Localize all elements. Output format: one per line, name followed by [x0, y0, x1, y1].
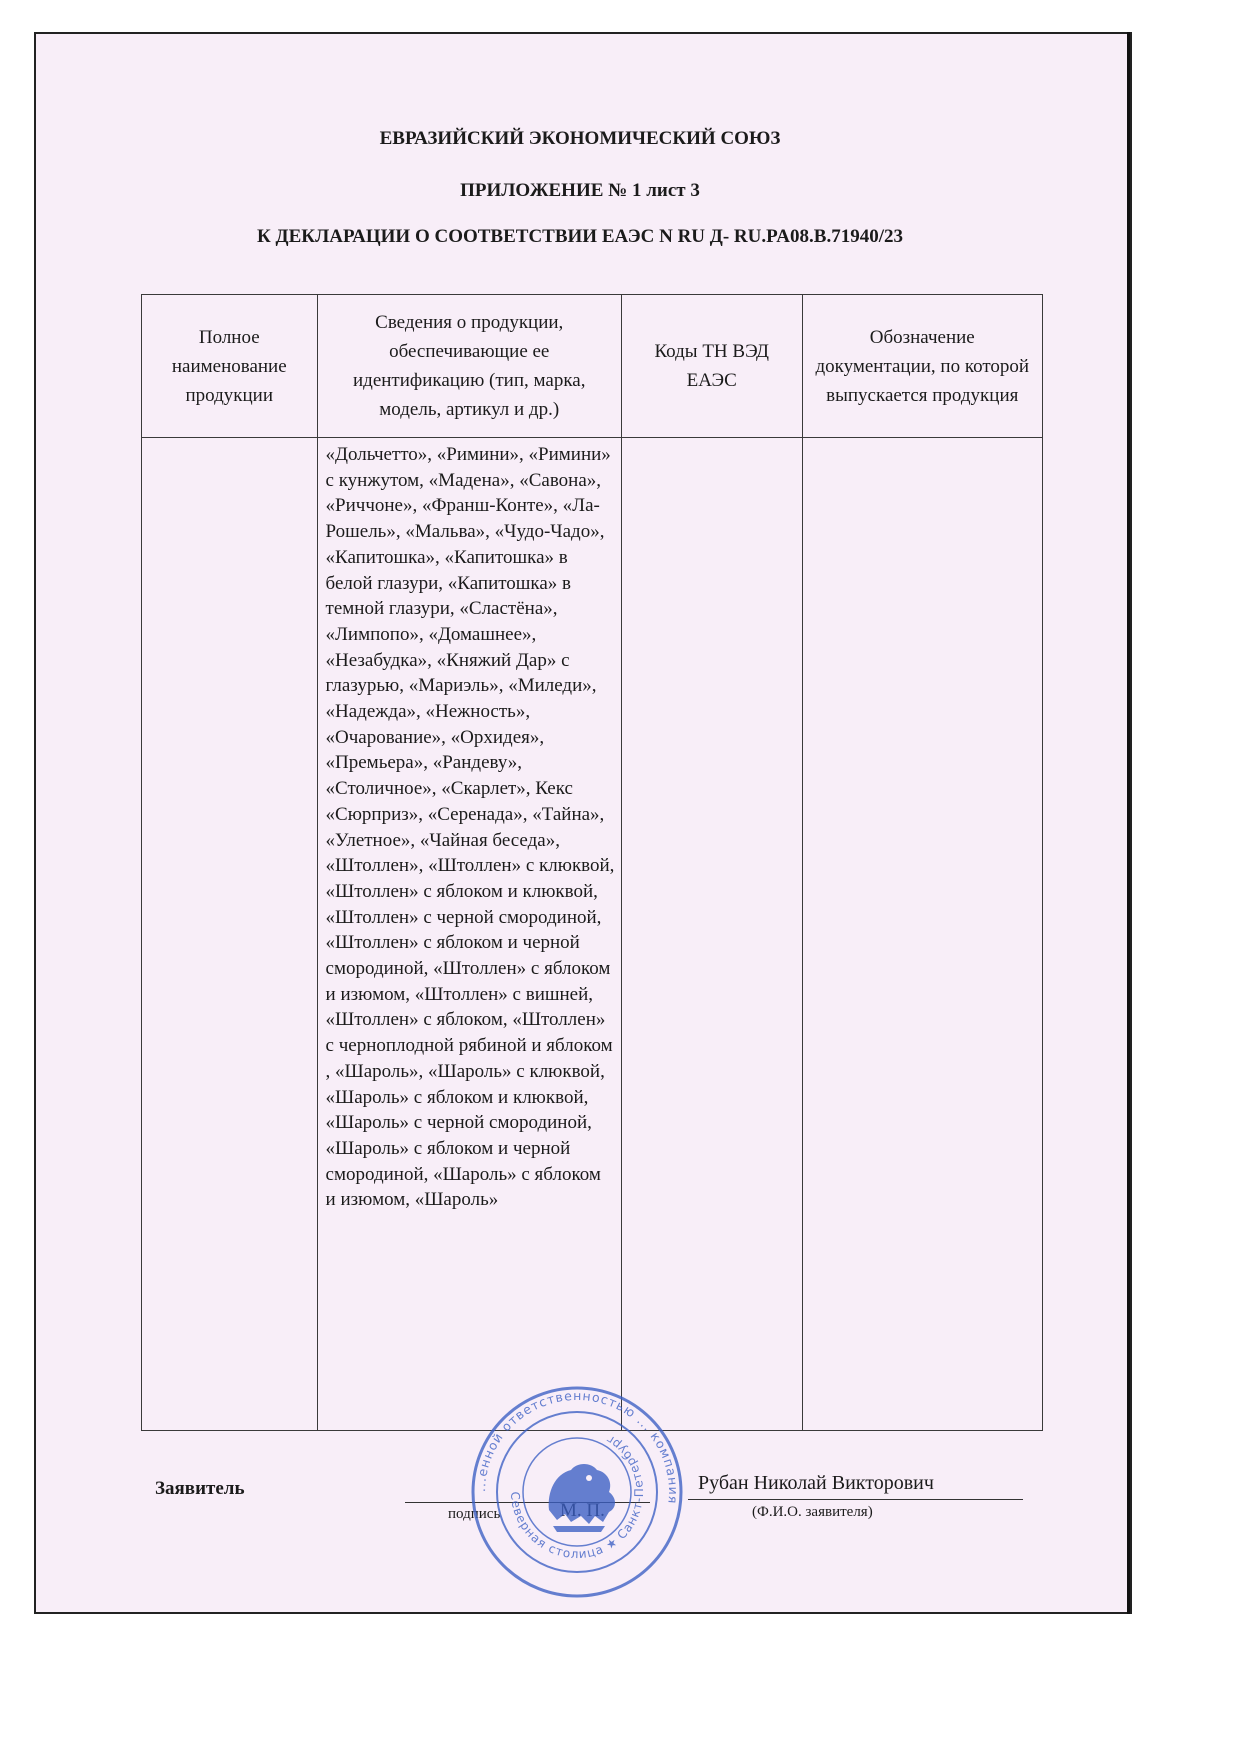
lion-emblem-icon	[549, 1464, 615, 1532]
header-product-info: Сведения о продукции, обеспечивающие ее идентификацию (тип, марка, модель, артикул и др.)	[317, 295, 621, 438]
seal-outer-text: ...енной ответственностью ... компания	[472, 1387, 682, 1506]
seal-inner-text: Северная столица ★ Санкт-Петербург	[507, 1431, 647, 1562]
table-header-row	[142, 295, 1043, 438]
name-line	[688, 1499, 1023, 1500]
header-documentation: Обозначение документации, по которой выпускается продукция	[802, 295, 1042, 438]
declaration-title: К ДЕКЛАРАЦИИ О СООТВЕТСТВИИ ЕАЭС N RU Д- RU.PA08.B.71940/23	[257, 226, 903, 247]
union-title: ЕВРАЗИЙСКИЙ ЭКОНОМИЧЕСКИЙ СОЮЗ	[379, 128, 781, 149]
signature-hint: подпись	[448, 1506, 501, 1522]
products-table	[141, 294, 1043, 1431]
table-row	[142, 438, 1043, 1431]
product-list-text: «Дольчетто», «Римини», «Римини» с кунжутом, «Мадена», «Савона», «Риччоне», «Франш-Конте», «Ла-Рошель», «Мальва», «Чудо-Чадо», «Капитошка», «Капитошка» в белой глазури, «Капитошка» в темной глазури, «Сластёна», «Лимпопо», «Домашнее», «Незабудка», «Княжий Дар» с глазурью, «Мариэль», «Миледи», «Надежда», «Нежность», «Очарование», «Орхидея», «Премьера», «Рандеву», «Столичное», «Скарлет», Кекс «Сюрприз», «Серенада», «Тайна», «Улетное», «Чайная беседа», «Штоллен», «Штоллен» с клюквой, «Штоллен» с яблоком и клюквой, «Штоллен» с черной смородиной, «Штоллен» с яблоком и черной смородиной, «Штоллен» с яблоком и изюмом, «Штоллен» с вишней, «Штоллен» с яблоком, «Штоллен» с черноплодной рябиной и яблоком , «Шароль», «Шароль» с клюквой, «Шароль» с яблоком и клюквой, «Шароль» с черной смородиной, «Шароль» с яблоком и черной смородиной, «Шароль» с яблоком и изюмом, «Шароль»	[325, 444, 615, 1211]
company-seal-icon	[467, 1382, 687, 1602]
cell-tnved-codes	[621, 438, 802, 1431]
header-product-name: Полное наименование продукции	[142, 295, 318, 438]
name-hint: (Ф.И.О. заявителя)	[752, 1504, 873, 1520]
applicant-name: Рубан Николай Викторович	[698, 1472, 934, 1494]
cell-product-name	[142, 438, 318, 1431]
sheet-edge	[1127, 32, 1130, 1614]
appendix-title: ПРИЛОЖЕНИЕ № 1 лист 3	[460, 180, 700, 201]
header-tnved-codes: Коды ТН ВЭД ЕАЭС	[621, 295, 802, 438]
cell-documentation	[802, 438, 1042, 1431]
applicant-label: Заявитель	[155, 1478, 245, 1499]
cell-product-info	[317, 438, 621, 1431]
